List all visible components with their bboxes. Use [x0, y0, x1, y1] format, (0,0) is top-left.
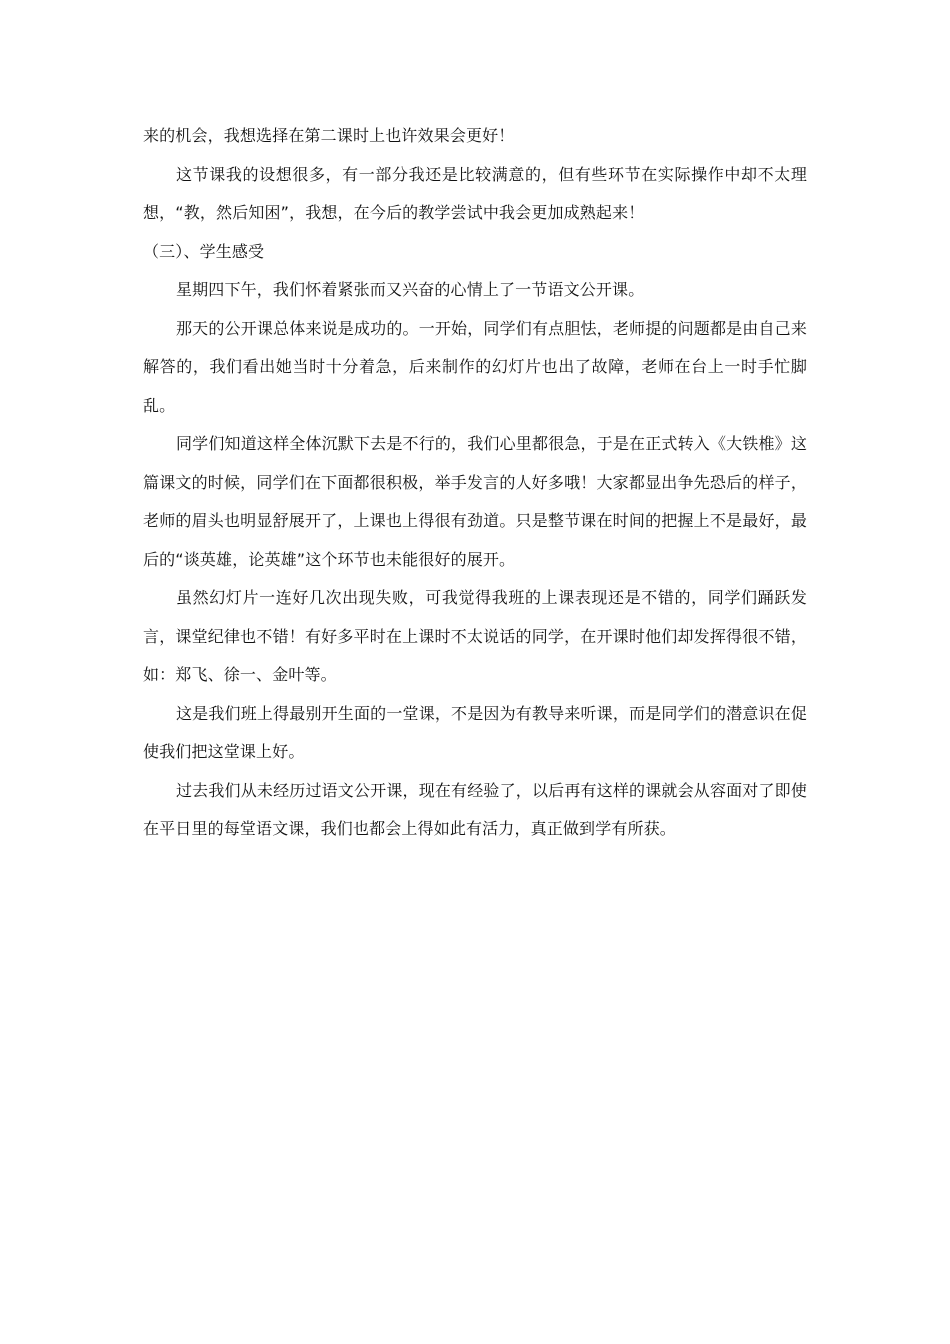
paragraph-best-lesson: 这是我们班上得最别开生面的一堂课，不是因为有教导来听课，而是同学们的潜意识在促使我们把这堂课上好。 — [143, 703, 807, 761]
paragraph-future-experience: 过去我们从未经历过语文公开课，现在有经验了，以后再有这样的课就会从容面对了即使在平日里的每堂语文课，我们也都会上得如此有活力，真正做到学有所获。 — [143, 780, 807, 838]
paragraph-overall-success: 那天的公开课总体来说是成功的。一开始，同学们有点胆怯，老师提的问题都是由自己来解答的，我们看出她当时十分着急，后来制作的幻灯片也出了故障，老师在台上一时手忙脚乱。 — [143, 318, 807, 415]
paragraph-continuation: 来的机会，我想选择在第二课时上也许效果会更好！ — [143, 126, 515, 145]
paragraph-thursday: 星期四下午，我们怀着紧张而又兴奋的心情上了一节语文公开课。 — [176, 280, 645, 299]
paragraph-class-participation: 同学们知道这样全体沉默下去是不行的，我们心里都很急，于是在正式转入《大铁椎》这篇课文的时候，同学们在下面都很积极，举手发言的人好多哦！大家都显出争先恐后的样子，老师的眉头也明显舒展开了，上课也上得很有劲道。只是整节课在时间的把握上不是最好，最后的“谈英雄，论英雄”这个环节也未能很好的展开。 — [143, 434, 807, 569]
document-body — [143, 117, 807, 849]
paragraph-slides-failure: 虽然幻灯片一连好几次出现失败，可我觉得我班的上课表现还是不错的，同学们踊跃发言，课堂纪律也不错！有好多平时在上课时不太说话的同学，在开课时他们却发挥得很不错，如：郑飞、徐一、金叶等。 — [143, 588, 807, 684]
paragraph-teacher-reflection: 这节课我的设想很多，有一部分我还是比较满意的，但有些环节在实际操作中却不太理想，“教，然后知困”，我想，在今后的教学尝试中我会更加成熟起来！ — [143, 164, 807, 222]
section-heading-student-feelings: （三）、学生感受 — [143, 241, 265, 261]
